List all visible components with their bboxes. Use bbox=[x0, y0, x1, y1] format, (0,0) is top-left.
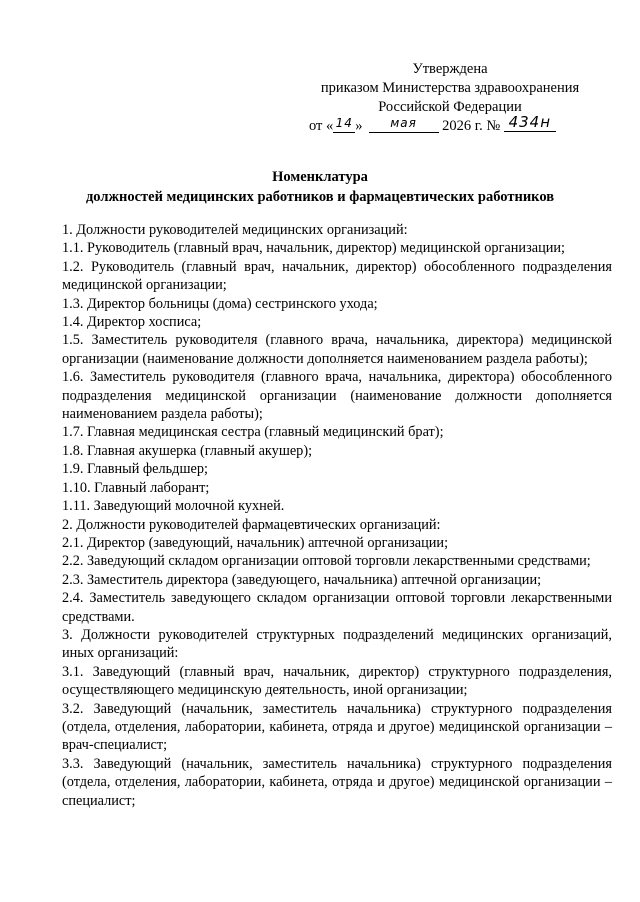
approval-block bbox=[305, 60, 595, 136]
list-item: 1.8. Главная акушерка (главный акушер); bbox=[62, 442, 313, 459]
date-year: 2026 г. № bbox=[442, 118, 501, 134]
list-item: 1.10. Главный лаборант; bbox=[62, 479, 210, 496]
list-item: 2.3. Заместитель директора (заведующего, начальника) аптечной организации; bbox=[62, 571, 542, 588]
list-item: 1.1. Руководитель (главный врач, начальник, директор) медицинской организации; bbox=[62, 240, 566, 257]
list-item: 1.5. Заместитель руководителя (главного врача, начальника, директора) медицинской организации (наименование должности дополняется наименованием раздела работы); bbox=[62, 332, 612, 367]
handwritten-order-number: 434н bbox=[504, 119, 556, 131]
date-day-close: » bbox=[355, 118, 363, 134]
handwritten-month: мая bbox=[369, 120, 439, 132]
list-item: 1.3. Директор больницы (дома) сестринского ухода; bbox=[62, 295, 378, 312]
document-title bbox=[0, 167, 640, 207]
list-item: 1. Должности руководителей медицинских организаций: bbox=[62, 222, 408, 238]
list-item: 2.2. Заведующий складом организации оптовой торговли лекарственными средствами; bbox=[62, 553, 591, 570]
list-item: 3.3. Заведующий (начальник, заместитель начальника) структурного подразделения (отдела, отделения, лаборатории, кабинета, отряда и другое) медицинской организации – специалист; bbox=[62, 755, 612, 809]
date-prefix: от « bbox=[309, 118, 334, 134]
list-item: 1.11. Заведующий молочной кухней. bbox=[62, 498, 285, 515]
document-body bbox=[62, 221, 612, 810]
title-line-2: должностей медицинских работников и фармацевтических работников bbox=[85, 189, 555, 205]
list-item: 1.2. Руководитель (главный врач, начальник, директор) обособленного подразделения медицинской организации; bbox=[62, 258, 612, 294]
approval-line-country: Российской Федерации bbox=[378, 99, 522, 115]
approval-date-line bbox=[305, 113, 595, 136]
list-item: 2. Должности руководителей фармацевтических организаций: bbox=[62, 516, 441, 533]
list-item: 1.4. Директор хосписа; bbox=[62, 314, 202, 331]
list-item: 3.2. Заведующий (начальник, заместитель начальника) структурного подразделения (отдела, отделения, лаборатории, кабинета, отряда и другое) медицинской организации – врач-специалист; bbox=[62, 700, 612, 754]
list-item: 1.7. Главная медицинская сестра (главный медицинский брат); bbox=[62, 424, 444, 441]
handwritten-day: 14 bbox=[333, 120, 355, 132]
list-item: 1.9. Главный фельдшер; bbox=[62, 461, 208, 478]
list-item: 2.4. Заместитель заведующего складом организации оптовой торговли лекарственными средствами. bbox=[62, 590, 612, 625]
list-item: 3.1. Заведующий (главный врач, начальник, директор) структурного подразделения, осуществляющего медицинскую деятельность, иной организации; bbox=[62, 663, 612, 699]
list-item: 2.1. Директор (заведующий, начальник) аптечной организации; bbox=[62, 534, 449, 551]
list-item: 1.6. Заместитель руководителя (главного врача, начальника, директора) обособленного подразделения медицинской организации (наименование должности дополняется наименованием раздела работы); bbox=[62, 369, 612, 423]
list-item: 3. Должности руководителей структурных подразделений медицинских организаций, иных организаций: bbox=[62, 626, 612, 662]
title-line-1: Номенклатура bbox=[272, 169, 368, 185]
approval-line-approved: Утверждена bbox=[412, 61, 488, 77]
approval-line-order: приказом Министерства здравоохранения bbox=[320, 80, 580, 96]
